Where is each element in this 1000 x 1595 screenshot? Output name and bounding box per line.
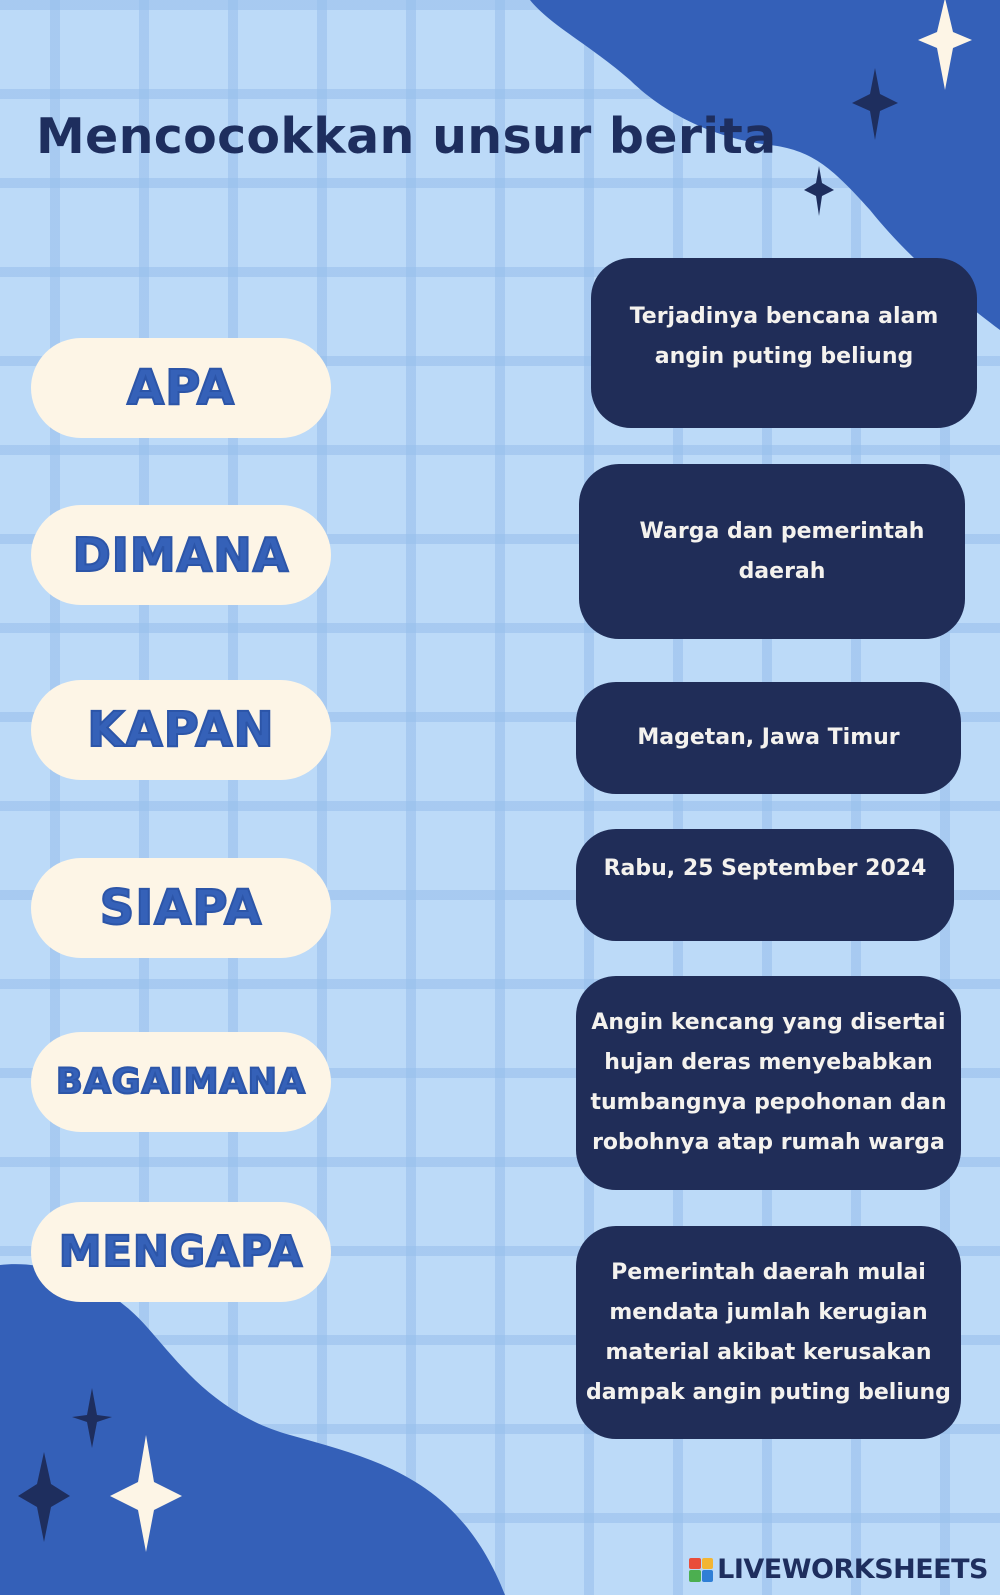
label-text: APA bbox=[126, 360, 236, 416]
liveworksheets-logo bbox=[689, 1554, 988, 1585]
bottom-left-blob bbox=[0, 1260, 510, 1595]
label-dimana[interactable] bbox=[31, 505, 331, 605]
label-text: KAPAN bbox=[87, 702, 275, 758]
answer-text: Angin kencang yang disertai hujan deras menyebabkan tumbangnya pepohonan dan robohnya atap rumah warga bbox=[590, 1010, 947, 1155]
label-apa[interactable] bbox=[31, 338, 331, 438]
answer-card[interactable] bbox=[591, 258, 977, 428]
label-siapa[interactable] bbox=[31, 858, 331, 958]
label-mengapa[interactable] bbox=[31, 1202, 331, 1302]
label-text: SIAPA bbox=[99, 880, 263, 936]
answer-card[interactable] bbox=[576, 829, 954, 941]
answer-card[interactable] bbox=[576, 682, 961, 794]
answer-card[interactable] bbox=[576, 1226, 961, 1439]
label-text: BAGAIMANA bbox=[56, 1062, 306, 1102]
label-kapan[interactable] bbox=[31, 680, 331, 780]
liveworksheets-logo-text: LIVEWORKSHEETS bbox=[717, 1554, 988, 1585]
star-icon bbox=[804, 166, 834, 216]
answer-text: Rabu, 25 September 2024 bbox=[603, 856, 927, 881]
label-text: MENGAPA bbox=[58, 1227, 304, 1277]
label-bagaimana[interactable] bbox=[31, 1032, 331, 1132]
liveworksheets-logo-icon bbox=[689, 1558, 713, 1582]
answer-card[interactable] bbox=[576, 976, 961, 1190]
answer-text: Magetan, Jawa Timur bbox=[637, 725, 900, 750]
page-title: Mencocokkan unsur berita bbox=[36, 108, 777, 165]
label-text: DIMANA bbox=[72, 528, 290, 582]
answer-text: Terjadinya bencana alam angin puting beliung bbox=[629, 304, 939, 369]
answer-text: Pemerintah daerah mulai mendata jumlah kerugian material akibat kerusakan dampak angin puting beliung bbox=[586, 1259, 951, 1405]
answer-text: Warga dan pemerintah daerah bbox=[639, 518, 925, 584]
answer-card[interactable] bbox=[579, 464, 965, 639]
